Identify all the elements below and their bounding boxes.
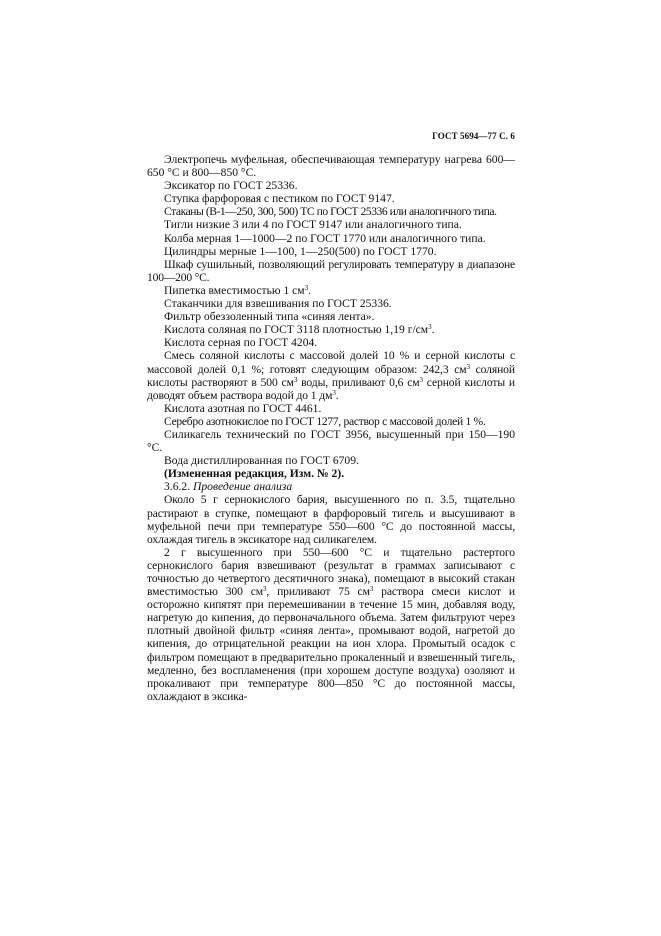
paragraph-weighing-cups: Стаканчики для взвешивания по ГОСТ 25336. [164,297,392,311]
proc-c: раствора смеси кислот и осторожно кипятят при перемешивании в течение 15 мин, добавляя воду, нагретую до кипения, до первоначального объема. Затем фильтруют через плотный двойной фильтр «синяя лента», промывают водой, нагретой до кипения, до отрицательной реакции на ион хлора. Промытый осадок с фильтром помещают в предварительно прокаленный и взвешенный тигель, медленно, без воспламенения (при хорошем доступе воздуха) озоляют и прокаливают при температуре 800—850 °С до постоянной массы, охлаждают в эксика- [147,585,515,703]
paragraph-mortar: Ступка фарфоровая с пестиком по ГОСТ 9147. [164,192,395,206]
paragraph-sulfuric-acid: Кислота серная по ГОСТ 4204. [164,336,318,350]
superscript: 3 [304,283,309,292]
mix-c: воды, приливают 0,6 см [297,375,420,389]
section-heading [147,480,515,493]
paragraph-filter: Фильтр обеззоленный типа «синяя лента». [164,310,375,324]
superscript: 3 [293,375,298,384]
hcl-text: Кислота соляная по ГОСТ 3118 плотностью 1,19 г/см [164,323,429,337]
superscript: 3 [419,375,423,384]
paragraph-flask: Колба мерная 1—1000—2 по ГОСТ 1770 или аналогичного типа. [164,231,486,245]
mix-a: Смесь соляной кислоты с массовой долей 10 % и серной кислоты с массовой долей 0,1 %; готовят следующим образом: 242,3 см [147,349,515,376]
section-title: Проведение анализа [193,480,293,494]
paragraph-hydrochloric-acid [147,323,515,336]
superscript: 3 [428,323,432,332]
paragraph-procedure-2 [147,546,515,703]
document-body [147,153,515,703]
paragraph-desiccator: Эксикатор по ГОСТ 25336. [164,179,298,193]
proc-a: 2 г высушенного при 550—600 °С и тщательно растертого сернокислого бария взвешивают (результат в граммах записывают с точностью до четвертого десятичного знака), помещают в высокий стакан вместимостью 300 см [147,545,515,599]
paragraph-crucibles: Тигли низкие 3 или 4 по ГОСТ 9147 или аналогичного типа. [164,218,462,232]
superscript: 3 [332,388,336,397]
hcl-end: . [431,323,435,337]
pipette-text: Пипетка вместимостью 1 см [164,283,305,297]
paragraph-muffle-furnace: Электропечь муфельная, обеспечивающая температуру нагрева 600—650 °С и 800—850 °С. [147,153,515,180]
paragraph-distilled-water: Вода дистиллированная по ГОСТ 6709. [164,454,359,468]
paragraph-cylinders: Цилиндры мерные 1—100, 1—250(500) по ГОСТ 1770. [164,244,437,258]
paragraph-silica-gel: Силикагель технический по ГОСТ 3956, высушенный при 150—190 °С. [147,427,515,455]
running-header: ГОСТ 5694—77 С. 6 [432,131,515,141]
superscript: 3 [369,585,374,594]
paragraph-pipette [147,284,515,297]
mix-b: соляной кислоты растворяют в 500 см [147,362,515,389]
paragraph-acid-mixture [147,349,515,401]
amendment-note: (Измененная редакция, Изм. № 2). [164,467,345,481]
section-number: 3.6.2. [164,480,191,494]
paragraph-beakers: Стаканы (В-1—250, 300, 500) ТС по ГОСТ 25336 или аналогичного типа. [164,205,497,219]
superscript: 3 [262,585,267,594]
pipette-end: . [308,283,312,297]
mix-d: серной кислоты и доводят объем раствора водой до 1 дм [147,375,516,402]
proc-b: , приливают 75 см [266,585,370,599]
paragraph-drying-oven: Шкаф сушильный, позволяющий регулировать температуру в диапазоне 100—200 °С. [147,257,515,284]
mix-e: . [335,388,339,402]
paragraph-nitric-acid: Кислота азотная по ГОСТ 4461. [164,401,322,415]
superscript: 3 [466,362,470,371]
paragraph-procedure-1: Около 5 г сернокислого бария, высушенного по п. 3.5, тщательно растирают в ступке, помещают в фарфоровый тигель и высушивают в муфельной печи при температуре 550—600 °С до постоянной массы, охлаждая тигель в эксикаторе над силикагелем. [147,493,515,546]
paragraph-silver-nitrate: Серебро азотнокислое по ГОСТ 1277, раствор с массовой долей 1 %. [164,414,486,428]
